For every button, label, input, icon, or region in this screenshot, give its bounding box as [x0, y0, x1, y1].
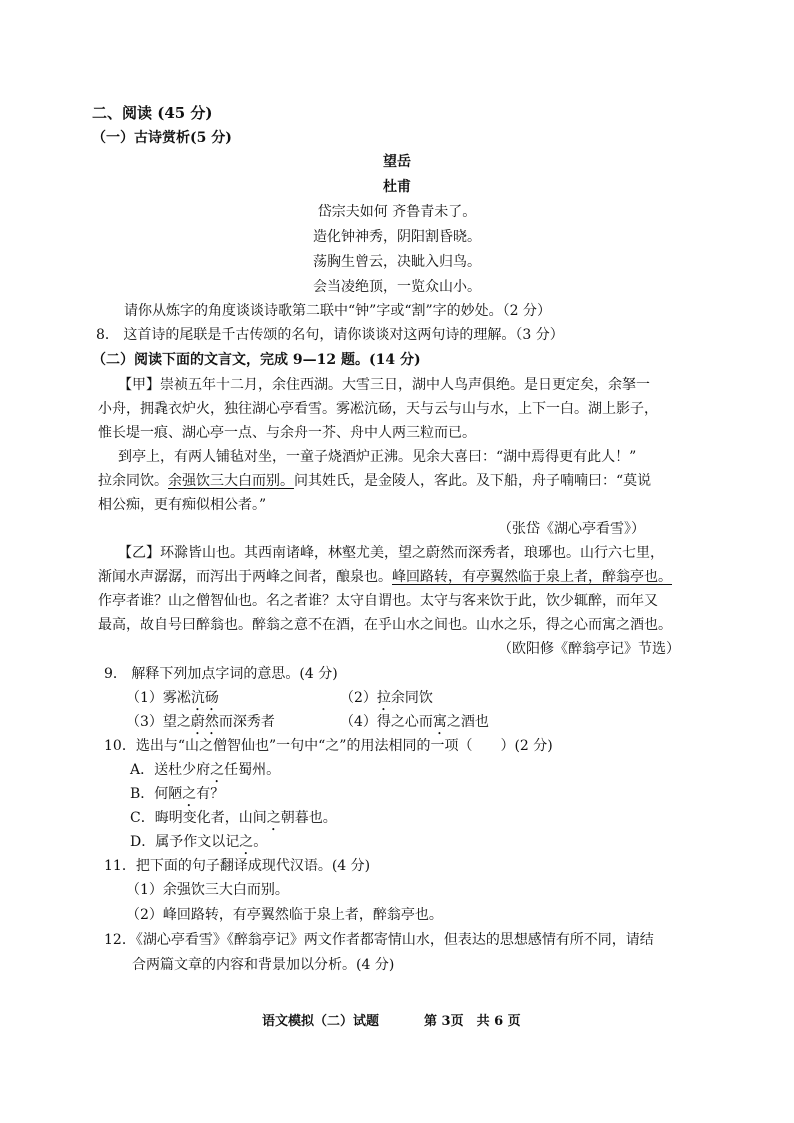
question-11: 11．把下面的句子翻译成现代汉语。(4 分)	[104, 858, 371, 874]
passage-text: 拉余同饮。	[98, 473, 168, 489]
passage-yi-line	[98, 568, 672, 586]
dotted-word: 沆砀	[190, 690, 219, 706]
passage-text: 渐闻水声潺潺，而泻出于两峰之间者，酿泉也。	[98, 569, 392, 585]
question-7: 请你从炼字的角度谈谈诗歌第二联中“钟”字或“割”字的妙处。（2 分）	[124, 303, 551, 319]
dotted-word: 之	[182, 786, 197, 802]
passage-jia-line: 【甲】崇祯五年十二月，余住西湖。大雪三日，湖中人鸟声俱绝。是日更定矣，余拏一	[118, 377, 650, 393]
question-text: 解释下列加点字词的意思。(4 分)	[131, 666, 338, 682]
poem-line: 荡胸生曾云，决眦入归鸟。	[313, 254, 481, 270]
question-12: 12．《湖心亭看雪》《醉翁亭记》两文作者都寄情山水，但表达的思想感情有所不同，请结	[104, 932, 654, 948]
subsection-title-classical: （二）阅读下面的文言文，完成 9—12 题。(14 分)	[92, 352, 421, 368]
passage-text: 问其姓氏，是金陵人，客此。及下船，舟子喃喃曰：“莫说	[294, 473, 652, 489]
q9-item: （1）雾凇沆砀	[126, 690, 219, 706]
passage-yi-line: 作亭者谁？山之僧智仙也。名之者谁？太守自谓也。太守与客来饮于此，饮少辄醉，而年又	[98, 593, 658, 609]
poem-line: 造化钟神秀，阴阳割昏晓。	[313, 229, 481, 245]
poem-line: 岱宗夫如何 齐鲁青未了。	[317, 204, 477, 220]
q10-option: B．何陋之有？	[130, 786, 225, 802]
passage-jia-line: 惟长堤一痕、湖心亭一点、与余舟一芥、舟中人两三粒而已。	[98, 425, 476, 441]
q10-option: C．晦明变化者，山间之朝暮也。	[130, 810, 337, 826]
question-number: 9．	[104, 666, 127, 682]
passage-yi-line: 最高，故自号曰醉翁也。醉翁之意不在酒，在乎山水之间也。山水之乐，得之心而寓之酒也。	[98, 617, 672, 633]
underlined-sentence: 余强饮三大白而别。	[168, 473, 294, 489]
passage-jia-line: 相公痴，更有痴似相公者。”	[98, 497, 267, 513]
passage-jia-source: （张岱《湖心亭看雪》）	[498, 521, 645, 537]
question-10: 10．选出与“山之僧智仙也”一句中“之”的用法相同的一项（ ）(2 分)	[104, 738, 553, 754]
poem-author: 杜甫	[383, 179, 411, 195]
dotted-word: 之	[210, 762, 225, 778]
poem-line: 会当凌绝顶，一览众山小。	[313, 279, 481, 295]
question-9	[104, 665, 338, 683]
question-text: 这首诗的尾联是千古传颂的名句，请你谈谈对这两句诗的理解。（3 分）	[123, 327, 564, 343]
q9-item: （4）得之心而寓之酒也	[340, 714, 489, 730]
page-footer-title: 语文模拟（二）试题	[262, 1014, 380, 1029]
dotted-word: 蔚然	[190, 714, 219, 730]
q9-item: （2）拉余同饮	[340, 690, 433, 706]
q11-item: （2）峰回路转，有亭翼然临于泉上者，醉翁亭也。	[126, 907, 443, 923]
subsection-title-poem: （一）古诗赏析(5 分)	[92, 130, 232, 146]
underlined-sentence: 峰回路转，有亭翼然临于泉上者，醉翁亭也。	[392, 569, 672, 585]
question-12-cont: 合两篇文章的内容和背景加以分析。(4 分)	[132, 957, 395, 973]
passage-yi-line: 【乙】环滁皆山也。其西南诸峰，林壑尤美，望之蔚然而深秀者，琅琊也。山行六七里，	[118, 545, 664, 561]
q10-option: D．属予作文以记之。	[130, 834, 268, 850]
dotted-word: 之	[239, 834, 254, 850]
poem-title: 望岳	[383, 154, 411, 170]
page-number: 第 3页 共 6 页	[424, 1014, 521, 1029]
dotted-word: 拉	[376, 690, 391, 706]
passage-jia-line: 到亭上，有两人铺毡对坐，一童子烧酒炉正沸。见余大喜曰：“湖中焉得更有此人！”	[118, 449, 637, 465]
dotted-word: 之	[266, 810, 281, 826]
passage-yi-source: （欧阳修《醉翁亭记》节选）	[498, 641, 680, 657]
q10-option: A．送杜少府之任蜀州。	[130, 762, 281, 778]
passage-jia-line	[98, 472, 651, 490]
q11-item: （1）余强饮三大白而别。	[126, 882, 289, 898]
section-title: 二、阅读 (45 分)	[92, 104, 213, 122]
q9-item: （3）望之蔚然而深秀者	[126, 714, 275, 730]
passage-jia-line: 小舟，拥毳衣炉火，独往湖心亭看雪。雾凇沆砀，天与云与山与水，上下一白。湖上影子，	[98, 401, 658, 417]
question-number: 8．	[96, 327, 119, 343]
question-8	[96, 326, 564, 344]
dotted-word: 寓	[432, 714, 447, 730]
